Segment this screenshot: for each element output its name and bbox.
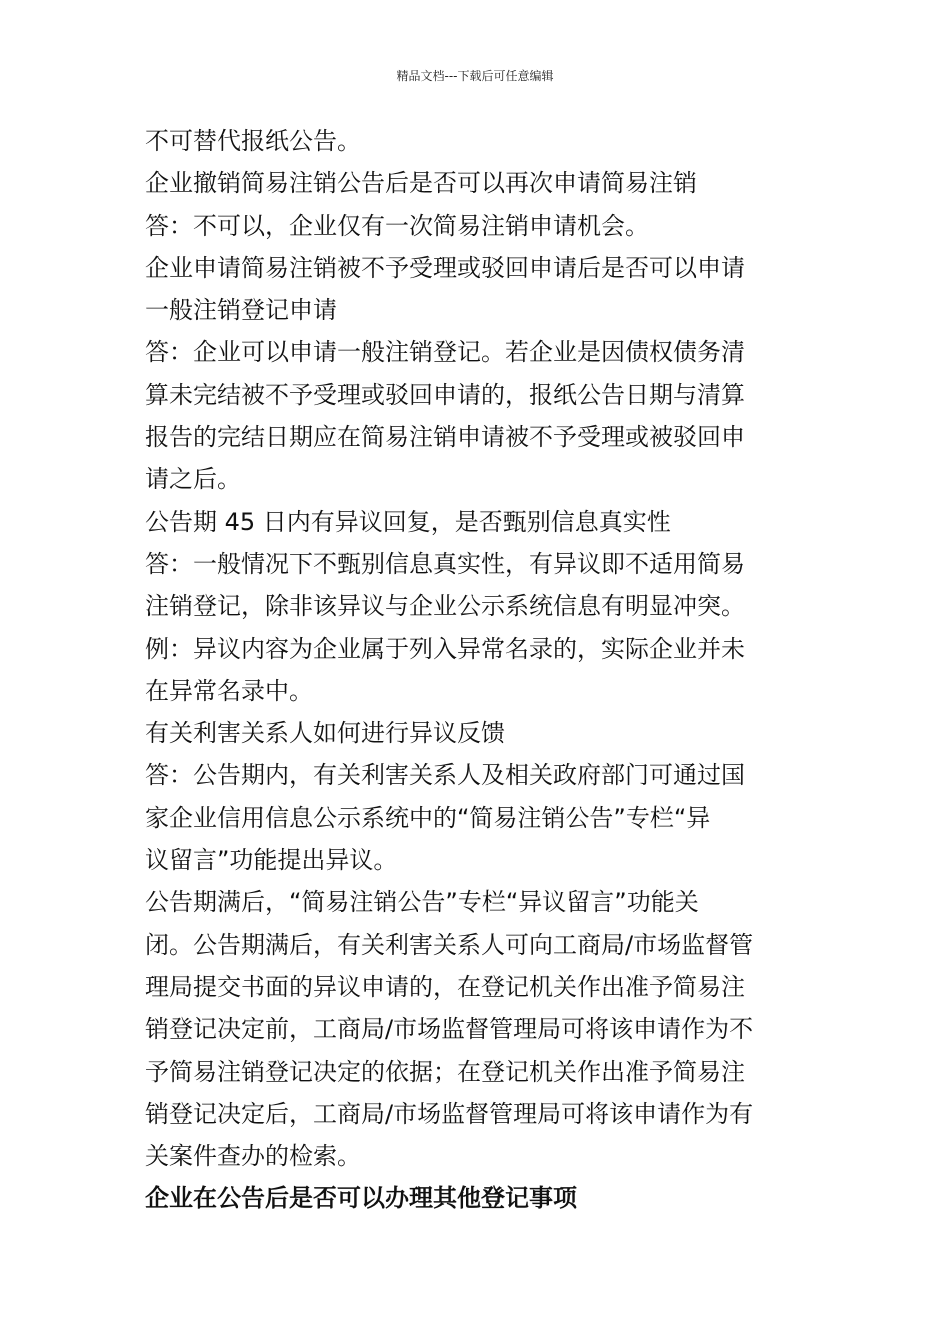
text-line: 销登记决定后，工商局/市场监督管理局可将该申请作为有 bbox=[145, 1099, 754, 1128]
text-line: 予简易注销登记决定的依据；在登记机关作出准予简易注 bbox=[145, 1057, 745, 1086]
answer-line: 答：一般情况下不甄别信息真实性，有异议即不适用简易 bbox=[145, 549, 745, 578]
text-line: 闭。公告期满后，有关利害关系人可向工商局/市场监督管 bbox=[145, 930, 754, 959]
answer-line: 答：公告期内，有关利害关系人及相关政府部门可通过国 bbox=[145, 761, 745, 790]
answer-line: 议留言”功能提出异议。 bbox=[145, 846, 398, 875]
question-line: 公告期 45 日内有异议回复，是否甄别信息真实性 bbox=[145, 507, 671, 536]
page-header: 精品文档---下载后可任意编辑 bbox=[396, 69, 554, 83]
answer-line: 家企业信用信息公示系统中的“简易注销公告”专栏“异 bbox=[145, 803, 711, 832]
text-line: 销登记决定前，工商局/市场监督管理局可将该申请作为不 bbox=[145, 1015, 754, 1044]
text-line: 不可替代报纸公告。 bbox=[145, 127, 361, 155]
document-body bbox=[145, 120, 810, 1220]
answer-line: 请之后。 bbox=[145, 465, 241, 494]
answer-line: 注销登记，除非该异议与企业公示系统信息有明显冲突。 bbox=[145, 592, 745, 621]
question-line: 一般注销登记申请 bbox=[145, 296, 337, 325]
question-line: 有关利害关系人如何进行异议反馈 bbox=[145, 719, 505, 748]
question-line: 企业撤销简易注销公告后是否可以再次申请简易注销 bbox=[145, 169, 697, 198]
question-line: 企业申请简易注销被不予受理或驳回申请后是否可以申请 bbox=[145, 253, 745, 282]
answer-line: 例：异议内容为企业属于列入异常名录的，实际企业并未 bbox=[145, 634, 745, 663]
answer-line: 在异常名录中。 bbox=[145, 676, 313, 705]
answer-line: 答：企业可以申请一般注销登记。若企业是因债权债务清 bbox=[145, 338, 745, 367]
text-line: 理局提交书面的异议申请的，在登记机关作出准予简易注 bbox=[145, 972, 745, 1001]
answer-line: 报告的完结日期应在简易注销申请被不予受理或被驳回申 bbox=[145, 423, 745, 452]
answer-line: 算未完结被不予受理或驳回申请的，报纸公告日期与清算 bbox=[145, 380, 745, 409]
section-heading: 企业在公告后是否可以办理其他登记事项 bbox=[145, 1184, 577, 1213]
text-line: 关案件查办的检索。 bbox=[145, 1142, 361, 1171]
text-line: 公告期满后，“简易注销公告”专栏“异议留言”功能关 bbox=[145, 888, 699, 917]
answer-line: 答：不可以，企业仅有一次简易注销申请机会。 bbox=[145, 211, 649, 240]
